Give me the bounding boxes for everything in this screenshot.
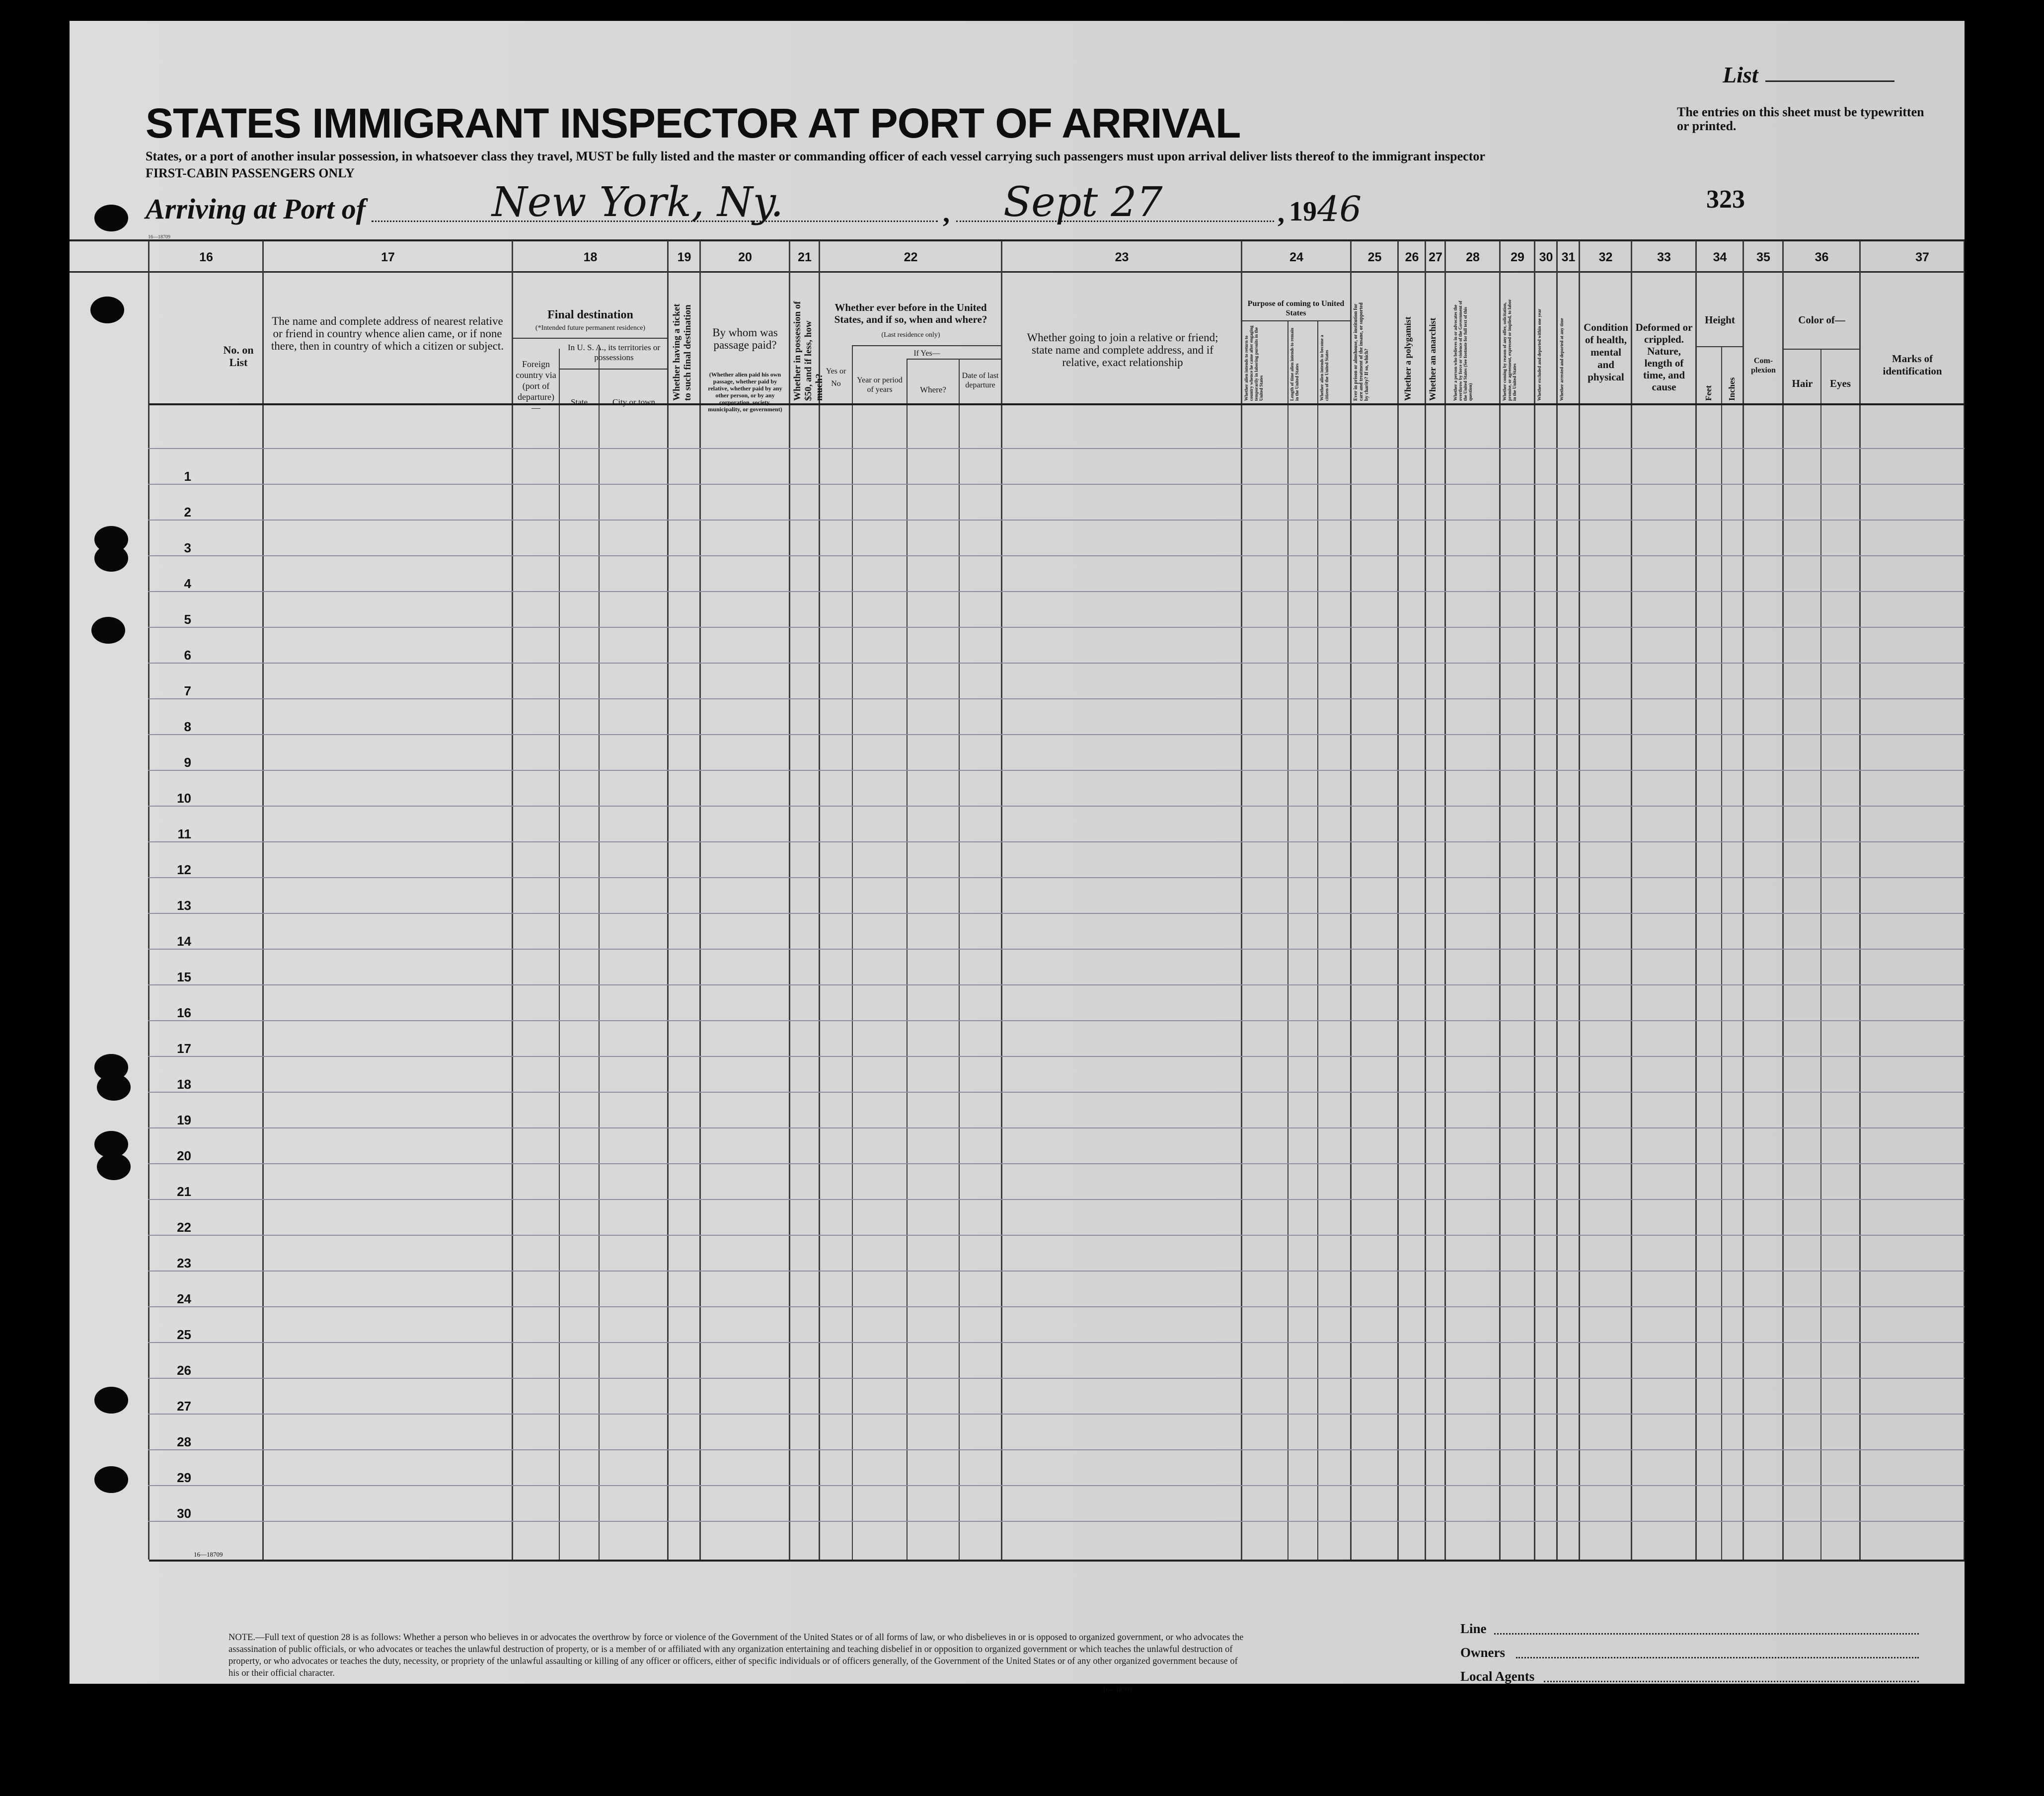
row-rule <box>148 1378 1965 1379</box>
header-rule <box>513 338 668 339</box>
column-rule <box>1631 241 1632 1560</box>
row-number: 14 <box>177 934 191 949</box>
row-number: 24 <box>177 1291 191 1306</box>
typewritten-note: The entries on this sheet must be typewritten or printed. <box>1677 105 1924 133</box>
row-rule <box>148 913 1965 914</box>
form-title: STATES IMMIGRANT INSPECTOR AT PORT OF ARRIVAL <box>146 100 1241 147</box>
header-eyes: Eyes <box>1830 377 1851 389</box>
row-rule <box>148 663 1965 664</box>
header-where: Where? <box>920 385 946 394</box>
row-rule <box>148 806 1965 807</box>
row-number: 9 <box>184 755 191 770</box>
column-number: 18 <box>583 250 598 264</box>
header-join-relative: Whether going to join a relative or friend; state name and complete address, and if relative, exact relationship <box>1027 331 1218 369</box>
row-number: 2 <box>184 505 191 520</box>
sub-column-rule <box>907 359 908 1560</box>
header-deformed: Deformed or crippled. Nature, length of time, and cause <box>1635 321 1693 393</box>
header-if-yes: If Yes— <box>913 349 940 358</box>
form-code: 16—18709 <box>148 234 170 240</box>
column-number: 24 <box>1289 250 1303 264</box>
header-color-of: Color of— <box>1798 314 1845 326</box>
row-rule <box>148 734 1965 735</box>
header-final-destination: Final destination <box>547 308 633 321</box>
header-inches: Inches <box>1727 377 1737 401</box>
row-rule <box>148 1235 1965 1236</box>
column-rule <box>1964 241 1965 1560</box>
column-number: 16 <box>199 250 213 264</box>
header-final-destination-note: (*Intended future permanent residence) <box>535 324 646 332</box>
row-rule <box>148 1485 1965 1486</box>
manifest-sheet <box>70 21 1965 1693</box>
row-number: 28 <box>177 1434 191 1449</box>
column-number: 22 <box>904 250 918 264</box>
column-number: 26 <box>1405 250 1419 264</box>
column-number: 17 <box>381 250 395 264</box>
row-rule <box>148 1056 1965 1057</box>
column-number: 29 <box>1511 250 1524 264</box>
header-no-on-list: No. on List <box>223 344 254 369</box>
column-number: 28 <box>1466 250 1480 264</box>
row-rule <box>148 1020 1965 1021</box>
column-rule <box>1782 241 1784 1560</box>
column-rule <box>667 241 669 1560</box>
row-number: 12 <box>177 862 191 877</box>
column-rule <box>1499 241 1501 1560</box>
intro-text: States, or a port of another insular possession, in whatsoever class they travel, MUST be fully listed and the master or commanding officer of each vessel carrying such passengers must upon arrival deliver lists thereof to the immigrant inspector <box>146 149 1485 163</box>
header-rule <box>1783 349 1860 350</box>
row-rule <box>148 1306 1965 1307</box>
column-rule <box>1579 241 1580 1560</box>
row-rule <box>148 770 1965 771</box>
column-number: 21 <box>798 250 812 264</box>
header-state: State <box>571 397 588 407</box>
header-in-usa: In U. S. A., its territories or possessions <box>567 343 661 362</box>
column-rule <box>1397 241 1399 1560</box>
list-label: List <box>1723 62 1758 87</box>
row-rule <box>148 1449 1965 1450</box>
column-rule <box>819 241 820 1560</box>
row-number: 6 <box>184 648 191 663</box>
row-rule <box>148 1271 1965 1272</box>
comma: , <box>943 198 950 228</box>
form-code: 16—18709 <box>1103 1686 1132 1693</box>
comma: , <box>1278 198 1285 228</box>
column-rule <box>1350 241 1352 1560</box>
header-purpose-return: Whether alien intends to return to country whence he came after engaging temporarily in laboring pursuits in the United States <box>1244 325 1264 401</box>
column-rule <box>1444 241 1446 1560</box>
column-number: 31 <box>1561 250 1576 264</box>
row-number: 1 <box>184 469 191 484</box>
row-number: 27 <box>177 1399 191 1414</box>
row-number: 30 <box>177 1506 191 1521</box>
row-number: 11 <box>177 826 191 841</box>
column-rule <box>1241 241 1242 1560</box>
header-question-28: Whether a person who believes in or advocates the overthrow by force or violence of the Government of the United States (See footnote for full text of this question) <box>1453 300 1473 401</box>
row-number: 20 <box>177 1148 191 1163</box>
column-rule <box>262 241 264 1560</box>
column-number: 27 <box>1429 250 1442 264</box>
header-city: City or town <box>612 397 655 407</box>
row-rule <box>148 520 1965 521</box>
header-complexion: Com-plexion <box>1751 357 1776 374</box>
list-number-line <box>1765 80 1894 82</box>
row-number: 15 <box>177 970 191 984</box>
column-number: 30 <box>1539 250 1553 264</box>
sub-column-rule <box>959 359 960 1560</box>
column-number: 23 <box>1115 250 1129 264</box>
line-fill-line <box>1494 1633 1919 1635</box>
row-number: 21 <box>177 1184 191 1199</box>
row-rule <box>148 877 1965 878</box>
header-height: Height <box>1705 314 1735 326</box>
row-rule <box>148 984 1965 985</box>
row-rule <box>148 1521 1965 1522</box>
header-ticket: Whether having a ticket to such final destination <box>672 303 693 401</box>
row-rule <box>148 1199 1965 1200</box>
row-number: 13 <box>177 898 191 913</box>
column-rule <box>1534 241 1535 1560</box>
header-prison: Ever in prison or almshouse, or institution for care and treatment of the insane, or supported by charity? If so, which? <box>1353 302 1369 401</box>
header-question-31: Whether arrested and deported at any time <box>1559 318 1564 401</box>
column-number: 36 <box>1815 250 1829 264</box>
row-rule <box>148 1127 1965 1128</box>
date-handwritten: Sept 27 <box>1003 179 1163 226</box>
row-rule <box>148 1163 1965 1164</box>
column-number: 33 <box>1657 250 1671 264</box>
column-number: 25 <box>1367 250 1382 264</box>
column-rule <box>148 241 150 1560</box>
column-rule <box>699 241 701 1560</box>
year-printed: 19 <box>1289 196 1317 227</box>
header-possession-50: Whether in possession of $50, and if less, how much? <box>792 301 825 401</box>
row-rule <box>148 841 1965 842</box>
owners-label: Owners <box>1460 1645 1505 1660</box>
header-polygamist: Whether a polygamist <box>1403 316 1413 401</box>
local-agents-label: Local Agents <box>1460 1669 1535 1684</box>
header-condition: Condition of health, mental and physical <box>1584 321 1628 383</box>
sheet-number: 323 <box>1706 185 1745 214</box>
punch-hole <box>91 617 125 644</box>
local-agents-fill-line <box>1544 1681 1919 1682</box>
header-passage-paid: By whom was passage paid? <box>712 326 778 351</box>
column-number: 34 <box>1713 250 1727 264</box>
sub-column-rule <box>1317 321 1318 1560</box>
header-purpose-citizen: Whether alien intends to become a citizen of the United States <box>1319 335 1329 401</box>
punch-hole <box>97 1153 131 1180</box>
punch-hole <box>94 545 128 572</box>
header-bottom-rule <box>149 403 1965 405</box>
row-rule <box>148 448 1965 449</box>
header-anarchist: Whether an anarchist <box>1428 317 1438 401</box>
header-yes-or-no: Yes or No <box>826 367 846 388</box>
header-rule <box>1696 346 1743 347</box>
owners-fill-line <box>1516 1657 1919 1658</box>
line-label: Line <box>1460 1621 1487 1636</box>
column-number: 19 <box>677 250 691 264</box>
row-rule <box>148 1342 1965 1343</box>
row-number: 4 <box>184 576 191 591</box>
column-number: 32 <box>1598 250 1613 264</box>
column-rule <box>789 241 790 1560</box>
row-number: 23 <box>177 1256 191 1271</box>
row-rule <box>148 1414 1965 1415</box>
row-number: 17 <box>177 1041 191 1056</box>
column-rule <box>512 241 513 1560</box>
sub-column-rule <box>1287 321 1288 1560</box>
row-rule <box>148 698 1965 699</box>
row-rule <box>148 949 1965 950</box>
column-number: 37 <box>1915 250 1929 264</box>
header-rule <box>852 345 1001 346</box>
row-number: 3 <box>184 540 191 555</box>
header-question-29: Whether coming by reason of any offer, solicitation, promise, or agreement, expressed or implied, to labor in the United States <box>1502 299 1517 401</box>
row-rule <box>148 555 1965 556</box>
row-number: 19 <box>177 1113 191 1127</box>
header-year-period: Year or period of years <box>857 376 903 394</box>
row-number: 5 <box>184 612 191 627</box>
row-number: 22 <box>177 1220 191 1235</box>
row-rule <box>148 1092 1965 1093</box>
header-passage-note: (Whether alien paid his own passage, whether paid by relative, whether paid by any other person, or by any corporation, society, municipality, or government) <box>708 371 782 413</box>
header-purpose: Purpose of coming to United States <box>1247 299 1345 317</box>
row-number: 25 <box>177 1327 191 1342</box>
form-code: 16—18709 <box>194 1551 223 1558</box>
header-marks: Marks of identification <box>1883 353 1942 377</box>
row-rule <box>148 627 1965 628</box>
row-number: 16 <box>177 1005 191 1020</box>
header-rule <box>1242 320 1350 321</box>
row-number: 29 <box>177 1470 191 1485</box>
column-rule <box>1695 241 1697 1560</box>
row-number: 7 <box>184 683 191 698</box>
punch-hole <box>90 297 124 323</box>
punch-hole <box>94 1466 128 1493</box>
header-rule <box>559 369 668 370</box>
row-number: 10 <box>177 791 191 806</box>
row-number: 8 <box>184 719 191 734</box>
row-rule <box>148 484 1965 485</box>
header-purpose-length: Length of time alien intends to remain in the United States <box>1289 328 1299 401</box>
header-feet: Feet <box>1704 385 1713 401</box>
header-question-30: Whether excluded and deported within one year <box>1537 308 1542 401</box>
column-rule <box>1001 241 1002 1560</box>
column-rule <box>1556 241 1558 1560</box>
passenger-class: FIRST-CABIN PASSENGERS ONLY <box>146 166 355 180</box>
header-date-last-departure: Date of last departure <box>962 372 999 389</box>
column-rule <box>1425 241 1426 1560</box>
column-rule <box>1742 241 1744 1560</box>
punch-hole <box>94 205 128 231</box>
header-foreign-country: Foreign country via (port of departure)— <box>516 359 556 413</box>
arriving-label: Arriving at Port of <box>146 193 366 225</box>
year-handwritten: 46 <box>1317 189 1362 229</box>
row-number: 18 <box>177 1077 191 1092</box>
table-bottom-rule <box>149 1560 1965 1562</box>
port-handwritten: New York, Ny. <box>492 179 784 226</box>
row-number: 26 <box>177 1363 191 1378</box>
header-last-residence: (Last residence only) <box>881 331 940 339</box>
row-rule <box>148 591 1965 592</box>
header-nearest-relative: The name and complete address of nearest relative or friend in country whence alien came, or if none there, then in country of which a citizen or subject. <box>271 315 504 352</box>
punch-hole <box>94 1387 128 1414</box>
column-number: 20 <box>738 250 752 264</box>
footnote-question-28: NOTE.—Full text of question 28 is as follows: Whether a person who believes in or advocates the overthrow by force or violence of the Government of the United States or of all forms of law, or who disbelieves in or is opposed to organized government, or who advocates the assassination of public officials, or who advocates or teaches the unlawful destruction of property, or is a member of or affiliated with any organization entertaining and teaching disbelief in or opposition to organized government or which teaches the unlawful destruction of property, or who advocates or teaches the duty, necessity, or propriety of the unlawful assaulting or killing of any officer or officers, either of specific individuals or of officers generally, of the Government of the United States or of any other organized government because of his or their official character. <box>228 1633 1244 1678</box>
column-number: 35 <box>1756 250 1770 264</box>
header-hair: Hair <box>1792 377 1813 389</box>
column-rule <box>1859 241 1861 1560</box>
punch-hole <box>97 1074 131 1101</box>
header-ever-before: Whether ever before in the United States, and if so, when and where? <box>834 301 987 325</box>
